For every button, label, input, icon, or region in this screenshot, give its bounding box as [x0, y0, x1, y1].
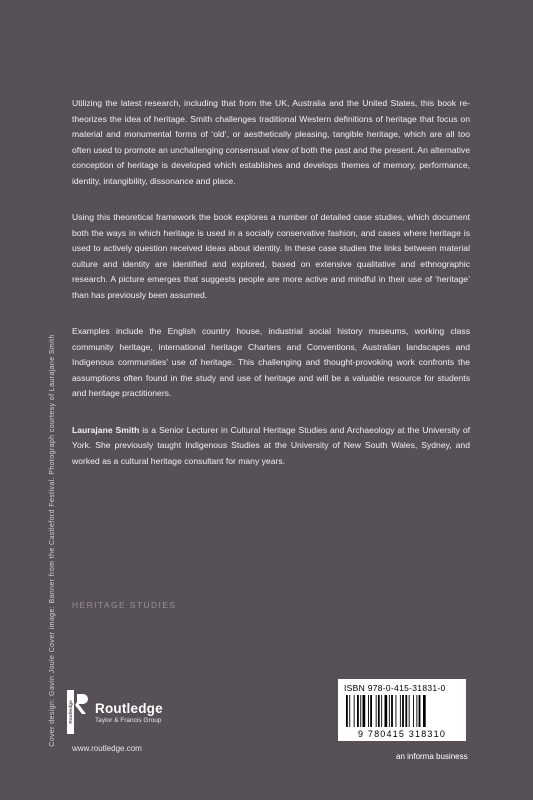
publisher-group: Taylor & Francis Group — [95, 716, 162, 724]
publisher-vertical-mark: Routledge — [68, 700, 74, 724]
barcode-bar — [389, 695, 390, 727]
routledge-logo-icon — [67, 690, 91, 734]
barcode-bar — [385, 695, 388, 727]
barcode-bar — [402, 695, 404, 727]
barcode-bar — [391, 695, 393, 727]
isbn-label: ISBN 978-0-415-31831-0 — [344, 683, 446, 693]
description-paragraph-2: Using this theoretical framework the book explores a number of detailed case studies, which document both the ways in which heritage is used in a socially conservative fashion, and cases where heritage is used to actively question received ideas about identity. In these case studies the links between material culture and identity are identified and explored, based on extensive qualitative and ethnographic research. A picture emerges that suggests people are more active and mindful in their use of ‘heritage’ than has previously been assumed. — [72, 212, 470, 300]
publisher-name: Routledge — [95, 700, 163, 716]
barcode-bar — [378, 695, 380, 727]
barcode-bar — [396, 695, 397, 727]
barcode-bar — [370, 695, 372, 727]
publisher-block — [67, 690, 163, 734]
barcode-bar — [419, 695, 421, 727]
barcode-icon — [344, 695, 460, 729]
barcode-digits: 9 780415 318310 — [357, 729, 447, 739]
barcode-bar — [349, 695, 350, 727]
author-bio-text: is a Senior Lecturer in Cultural Heritage Studies and Archaeology at the University of York. She previously taught Indigenous Studies at the University of New South Wales, Sydney, and worked as a cultural heritage consultant for many years. — [72, 424, 470, 466]
author-bio — [72, 423, 470, 470]
cover-credit — [42, 300, 62, 780]
barcode-bar — [409, 695, 410, 727]
publisher-text — [95, 701, 163, 724]
barcode-bar — [346, 695, 348, 727]
isbn-barcode-box — [338, 679, 466, 741]
barcode-bar — [376, 695, 377, 727]
series-name: HERITAGE STUDIES — [72, 600, 177, 610]
cover-credit-text: Cover design: Gavin Joule Cover image: Banner from the Castleford Festival. Photograph courtesy of Laurajane Smith — [48, 333, 56, 747]
barcode-bar — [405, 695, 407, 727]
barcode-bar — [360, 695, 361, 727]
barcode-bar — [413, 695, 414, 727]
barcode-bar — [400, 695, 401, 727]
barcode-bar — [368, 695, 369, 727]
barcode-bar — [363, 695, 366, 727]
description-paragraph-1: Utilizing the latest research, including that from the UK, Australia and the United States, this book re-theorizes the idea of heritage. Smith challenges traditional Western definitions of heritage that focus on material and monumental forms of ‘old’, or aesthetically pleasing, tangible heritage, which are all too often used to promote an unchallenging consensual view of both the past and the present. An alternative conception of heritage is developed which establishes and develops themes of memory, performance, identity, intangibility, dissonance and place. — [72, 98, 470, 186]
informa-tagline: an informa business — [396, 752, 468, 761]
barcode-bar — [354, 695, 355, 727]
barcode-bar — [416, 695, 417, 727]
back-cover-text — [72, 96, 470, 487]
barcode-bar — [423, 695, 426, 727]
author-name: Laurajane Smith — [72, 424, 140, 435]
publisher-website: www.routledge.com — [72, 744, 142, 753]
barcode-bar — [381, 695, 382, 727]
barcode-bar — [357, 695, 359, 727]
description-paragraph-3: Examples include the English country house, industrial social history museums, working class community heritage, international heritage Charters and Conventions, Australian landscapes and Indigenous communities’ use of heritage. This challenging and thought-provoking work confronts the assumptions often found in the study and use of heritage and will be a valuable resource for students and heritage practitioners. — [72, 326, 470, 398]
